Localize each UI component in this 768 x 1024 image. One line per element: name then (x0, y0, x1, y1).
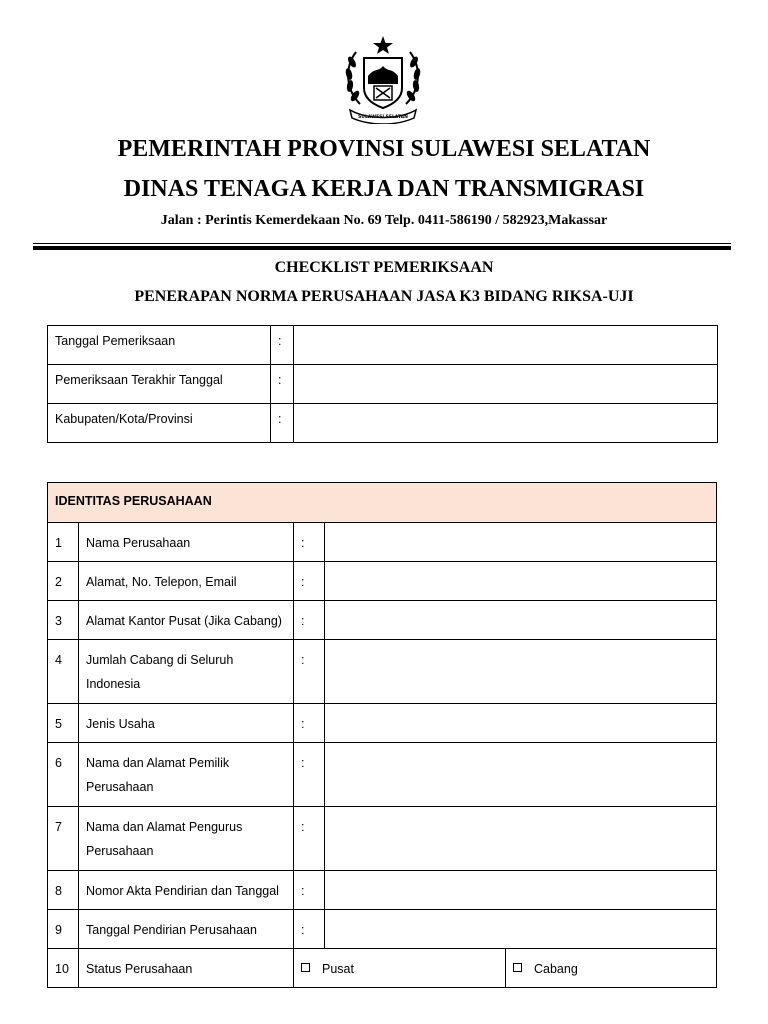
header-divider-thin (33, 243, 731, 244)
document-subtitle: PENERAPAN NORMA PERUSAHAAN JASA K3 BIDANG RIKSA-UJI (134, 288, 634, 305)
field-separator: : (294, 523, 325, 562)
checkbox-icon[interactable] (301, 963, 310, 972)
field-label: Nama dan Alamat Pemilik Perusahaan (79, 743, 294, 807)
field-separator: : (271, 404, 294, 443)
deed-number-field[interactable] (325, 871, 717, 910)
table-row (48, 949, 717, 988)
field-label: Jumlah Cabang di Seluruh Indonesia (79, 640, 294, 704)
management-field[interactable] (325, 807, 717, 871)
table-row (48, 640, 717, 704)
table-row (48, 326, 718, 365)
owner-field[interactable] (325, 743, 717, 807)
field-label: Nomor Akta Pendirian dan Tanggal (79, 871, 294, 910)
office-title: PEMERINTAH PROVINSI SULAWESI SELATAN (117, 136, 651, 162)
inspection-info-table (47, 325, 718, 443)
row-number: 5 (48, 704, 79, 743)
table-row (48, 562, 717, 601)
svg-text:SULAWESI SELATAN: SULAWESI SELATAN (358, 115, 408, 120)
row-number: 1 (48, 523, 79, 562)
table-row (48, 743, 717, 807)
field-label: Status Perusahaan (79, 949, 294, 988)
field-label: Tanggal Pendirian Perusahaan (79, 910, 294, 949)
row-number: 3 (48, 601, 79, 640)
table-row (48, 365, 718, 404)
row-number: 2 (48, 562, 79, 601)
field-separator: : (294, 640, 325, 704)
option-label: Pusat (322, 962, 354, 976)
business-type-field[interactable] (325, 704, 717, 743)
field-separator: : (271, 326, 294, 365)
department-title: DINAS TENAGA KERJA DAN TRANSMIGRASI (123, 176, 645, 202)
table-row (48, 601, 717, 640)
field-label: Alamat, No. Telepon, Email (79, 562, 294, 601)
field-label: Nama dan Alamat Pengurus Perusahaan (79, 807, 294, 871)
row-number: 4 (48, 640, 79, 704)
field-separator: : (271, 365, 294, 404)
row-number: 6 (48, 743, 79, 807)
row-number: 8 (48, 871, 79, 910)
field-label: Tanggal Pemeriksaan (48, 326, 271, 365)
field-separator: : (294, 562, 325, 601)
table-row (48, 404, 718, 443)
row-number: 9 (48, 910, 79, 949)
field-label: Jenis Usaha (79, 704, 294, 743)
field-separator: : (294, 871, 325, 910)
table-row (48, 871, 717, 910)
field-separator: : (294, 807, 325, 871)
status-option-cabang[interactable] (506, 949, 717, 988)
section-header-row (48, 483, 717, 523)
field-separator: : (294, 601, 325, 640)
table-row (48, 704, 717, 743)
table-row (48, 523, 717, 562)
table-row (48, 807, 717, 871)
field-label: Kabupaten/Kota/Provinsi (48, 404, 271, 443)
last-inspection-date-field[interactable] (294, 365, 718, 404)
inspection-date-field[interactable] (294, 326, 718, 365)
provincial-emblem-logo (338, 32, 428, 124)
option-label: Cabang (534, 962, 578, 976)
field-label: Pemeriksaan Terakhir Tanggal (48, 365, 271, 404)
status-option-pusat[interactable] (294, 949, 506, 988)
field-separator: : (294, 910, 325, 949)
field-label: Alamat Kantor Pusat (Jika Cabang) (79, 601, 294, 640)
table-row (48, 910, 717, 949)
row-number: 10 (48, 949, 79, 988)
field-label: Nama Perusahaan (79, 523, 294, 562)
checkbox-icon[interactable] (513, 963, 522, 972)
section-heading: IDENTITAS PERUSAHAAN (48, 483, 717, 523)
head-office-address-field[interactable] (325, 601, 717, 640)
header-divider-thick (33, 246, 731, 250)
row-number: 7 (48, 807, 79, 871)
field-separator: : (294, 704, 325, 743)
branch-count-field[interactable] (325, 640, 717, 704)
company-identity-table (47, 482, 717, 988)
contact-field[interactable] (325, 562, 717, 601)
document-title: CHECKLIST PEMERIKSAAN (274, 259, 494, 276)
founding-date-field[interactable] (325, 910, 717, 949)
company-name-field[interactable] (325, 523, 717, 562)
office-address: Jalan : Perintis Kemerdekaan No. 69 Telp. 0411-586190 / 582923,Makassar (160, 213, 608, 228)
field-separator: : (294, 743, 325, 807)
region-field[interactable] (294, 404, 718, 443)
